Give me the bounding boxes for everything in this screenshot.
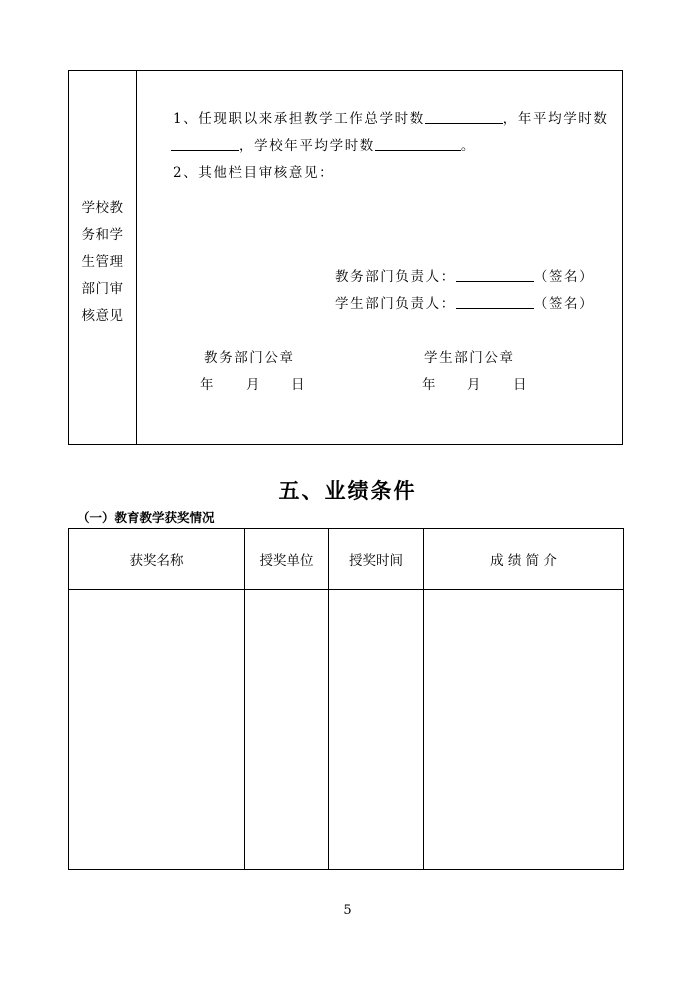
item1-text-c: ，学校年平均学时数: [239, 138, 375, 154]
review-label-line: 生管理: [81, 254, 124, 270]
review-label: [69, 195, 136, 330]
award-time-cell[interactable]: [329, 590, 424, 870]
signature-note: （签名）: [533, 269, 595, 285]
item1-text-b: ，年平均学时数: [502, 111, 609, 127]
review-label-line: 学校教: [81, 200, 124, 216]
total-hours-blank[interactable]: [425, 110, 503, 124]
header-achievement-summary: 成 绩 简 介: [424, 529, 624, 590]
header-award-unit: 授奖单位: [245, 529, 329, 590]
review-table: [68, 70, 623, 445]
school-annual-hours-blank[interactable]: [375, 137, 461, 151]
academic-date-day: 日: [291, 377, 307, 393]
review-label-line: 部门审: [81, 281, 124, 297]
annual-hours-blank[interactable]: [171, 137, 239, 151]
award-unit-cell[interactable]: [245, 590, 329, 870]
item2-text: 2、其他栏目审核意见：: [173, 165, 335, 181]
award-name-cell[interactable]: [69, 590, 245, 870]
awards-entry-row: [69, 590, 624, 870]
awards-table: [68, 528, 624, 870]
signature-note: （签名）: [533, 296, 595, 312]
student-seal-label: 学生部门公章: [424, 350, 515, 366]
student-date-month: 月: [467, 377, 483, 393]
section-title: 五、业绩条件: [278, 479, 417, 503]
header-award-name: 获奖名称: [69, 529, 245, 590]
review-label-line: 务和学: [81, 227, 124, 243]
item1-line1: [173, 107, 609, 127]
item1-text-a: 1、任现职以来承担教学工作总学时数: [173, 111, 425, 127]
item1-text-d: 。: [460, 138, 477, 154]
column-divider: [136, 71, 137, 444]
achievement-summary-cell[interactable]: [424, 590, 624, 870]
header-award-time: 授奖时间: [329, 529, 424, 590]
student-date-day: 日: [513, 377, 529, 393]
academic-responsible-label: 教务部门负责人：: [335, 269, 456, 285]
academic-seal-label: 教务部门公章: [204, 350, 295, 366]
academic-responsible-row: [335, 265, 594, 285]
student-date-year: 年: [422, 377, 438, 393]
item1-line2: [171, 134, 476, 154]
student-signature-blank[interactable]: [456, 295, 534, 309]
academic-date-month: 月: [246, 377, 262, 393]
section-subtitle: （一）教育教学获奖情况: [77, 510, 215, 525]
review-label-line: 核意见: [81, 308, 124, 324]
student-responsible-row: [335, 292, 594, 312]
page-number: 5: [343, 903, 352, 918]
student-responsible-label: 学生部门负责人：: [335, 296, 456, 312]
academic-date-year: 年: [200, 377, 216, 393]
academic-signature-blank[interactable]: [456, 268, 534, 282]
awards-header-row: [69, 529, 624, 590]
